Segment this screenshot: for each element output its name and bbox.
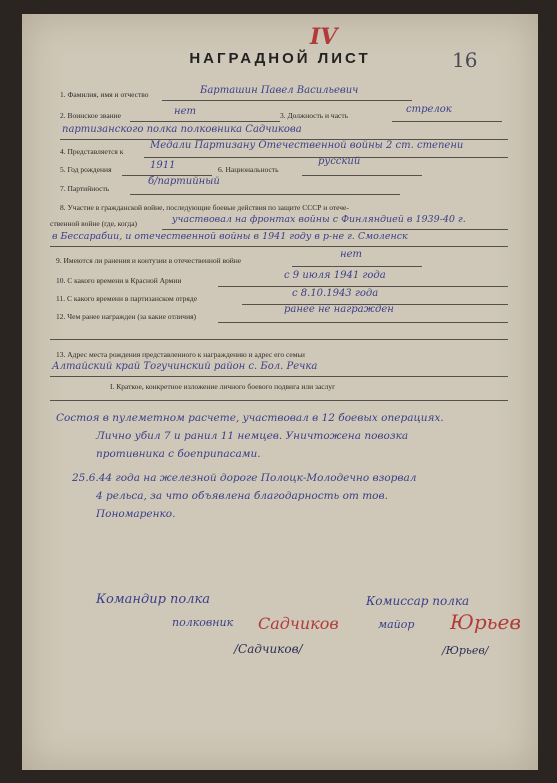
field-3-value: стрелок — [406, 104, 452, 115]
commissar-rank: майор — [378, 618, 415, 631]
commissar-signature: Юрьев — [450, 610, 522, 634]
section-divider — [50, 400, 508, 401]
page-number: 16 — [452, 48, 478, 72]
field-7-line — [130, 194, 400, 195]
field-9-label: 9. Имеются ли ранения и контузии в отечественной войне — [56, 256, 242, 265]
field-11-value: с 8.10.1943 года — [292, 288, 379, 299]
field-6-label: 6. Национальность — [218, 165, 279, 174]
field-8-line-1 — [162, 229, 508, 230]
field-4-label: 4. Представляется к — [60, 147, 124, 156]
commander-signature: Садчиков — [258, 614, 339, 633]
commander-title: Командир полка — [96, 592, 211, 607]
feat-line-4: 25.6.44 года на железной дороге Полоцк-Молодечно взорвал — [72, 472, 417, 484]
field-6-line — [302, 175, 422, 176]
field-8-value-a: участвовал на фронтах войны с Финляндией в 1939-40 г. — [172, 214, 466, 225]
field-8-line-2 — [50, 246, 508, 247]
field-10-line — [218, 286, 508, 287]
feat-line-2: Лично убил 7 и ранил 11 немцев. Уничтожена повозка — [96, 430, 409, 442]
award-sheet — [22, 14, 538, 770]
field-2-value: нет — [174, 106, 196, 117]
field-9-value: нет — [340, 249, 362, 260]
field-9-line — [292, 266, 422, 267]
field-13-line — [50, 376, 508, 377]
field-12-line — [218, 322, 508, 323]
feat-line-5: 4 рельса, за что объявлена благодарность от тов. — [96, 490, 388, 502]
field-8-value-b: в Бессарабии, и отечественной войны в 1941 году в р-не г. Смоленск — [52, 231, 408, 242]
field-8-label-a: 8. Участие в гражданской войне, последующие боевые действия по защите СССР и отече- — [60, 203, 349, 212]
field-10-value: с 9 июля 1941 года — [284, 270, 386, 281]
field-2-line — [130, 121, 280, 122]
field-3-line — [392, 121, 502, 122]
field-1-label: 1. Фамилия, имя и отчество — [60, 90, 149, 99]
field-7-value: б/партийный — [148, 176, 220, 187]
field-1-value: Барташин Павел Васильевич — [200, 85, 359, 96]
field-8-label-b: ственной войне (где, когда) — [50, 219, 138, 228]
field-2-label: 2. Воинское звание — [60, 111, 122, 120]
section-heading: I. Краткое, конкретное изложение личного боевого подвига или заслуг — [110, 382, 336, 391]
field-12-line-2 — [50, 339, 508, 340]
document-title: НАГРАДНОЙ ЛИСТ — [189, 50, 371, 67]
field-5-label: 5. Год рождения — [60, 165, 112, 174]
field-3-label: 3. Должность и часть — [280, 111, 349, 120]
field-7-label: 7. Партийность — [60, 184, 110, 193]
field-12-label: 12. Чем ранее награжден (за какие отличия) — [56, 312, 197, 321]
roman-numeral-mark: IV — [310, 24, 338, 50]
field-6-value: русский — [318, 156, 361, 167]
commissar-title: Комиссар полка — [366, 594, 470, 608]
field-4-value: Медали Партизану Отечественной войны 2 ст. степени — [150, 140, 464, 151]
feat-line-1: Состоя в пулеметном расчете, участвовал в 12 боевых операциях. — [56, 412, 444, 424]
field-12-value: ранее не награжден — [284, 304, 394, 315]
field-10-label: 10. С какого времени в Красной Армии — [56, 276, 182, 285]
field-13-value: Алтайский край Тогучинский район с. Бол. Речка — [52, 361, 318, 372]
commander-rank: полковник — [172, 616, 234, 629]
field-5-value: 1911 — [150, 160, 176, 171]
feat-line-6: Пономаренко. — [96, 508, 176, 520]
commissar-name: /Юрьев/ — [442, 644, 489, 657]
field-3-value-line-2: партизанского полка полковника Садчикова — [62, 124, 302, 135]
field-13-label: 13. Адрес места рождения представленного к награждению и адрес его семьи — [56, 350, 305, 359]
commander-name: /Садчиков/ — [234, 642, 303, 656]
field-1-line — [162, 100, 412, 101]
feat-line-3: противника с боеприпасами. — [96, 448, 261, 460]
field-11-label: 11. С какого времени в партизанском отряде — [56, 294, 198, 303]
